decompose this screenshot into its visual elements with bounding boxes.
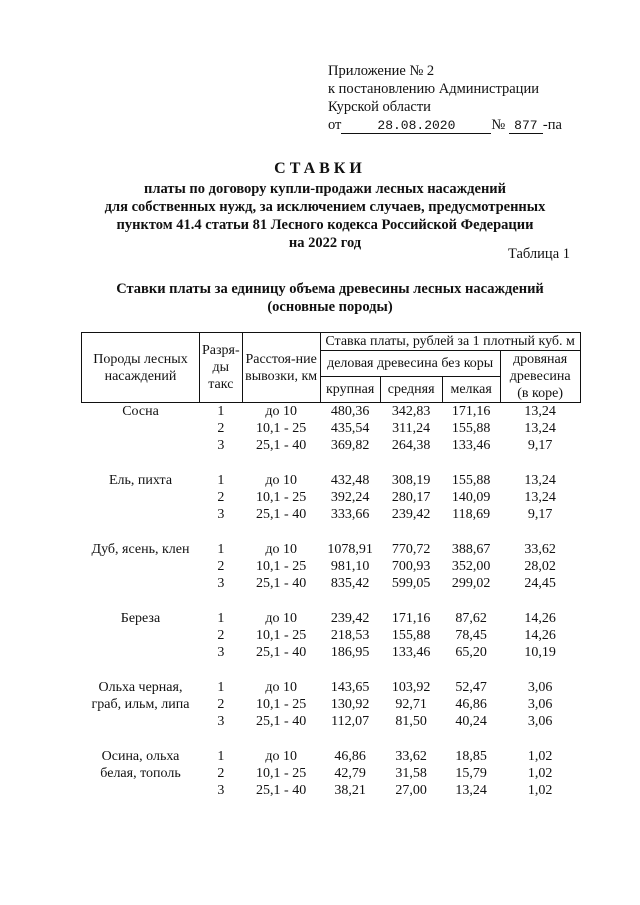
small-rate-cell: 155,88: [451, 421, 491, 436]
table-title: [60, 280, 600, 316]
small-rate-cell: 352,00: [451, 559, 491, 574]
large-rate-cell: 46,86: [334, 749, 366, 764]
grade-cell: 3: [217, 576, 225, 591]
distance-cell: до 10: [265, 749, 297, 764]
grade-cell: 3: [217, 783, 225, 798]
table-row: [82, 420, 581, 437]
medium-rate-cell: 308,19: [391, 473, 431, 488]
grade-cell: 3: [217, 645, 225, 660]
small-rate-cell: 133,46: [451, 438, 491, 453]
grade-cell: 1: [217, 749, 225, 764]
large-rate-cell: 333,66: [330, 507, 370, 522]
firewood-rate-cell: 9,17: [527, 507, 553, 522]
grade-cell: 3: [217, 714, 225, 729]
medium-rate-cell: 31,58: [395, 766, 427, 781]
grade-cell: 3: [217, 438, 225, 453]
large-rate-cell: 239,42: [330, 611, 370, 626]
small-rate-cell: 13,24: [455, 783, 487, 798]
document-subtitle: [60, 180, 590, 252]
firewood-rate-cell: 14,26: [524, 611, 556, 626]
medium-rate-cell: 700,93: [391, 559, 431, 574]
distance-cell: 25,1 - 40: [256, 714, 307, 729]
medium-rate-cell: 342,83: [391, 404, 431, 419]
distance-cell: до 10: [265, 680, 297, 695]
table-row: [82, 489, 581, 506]
distance-cell: до 10: [265, 611, 297, 626]
distance-cell: 25,1 - 40: [256, 507, 307, 522]
table-row: [82, 575, 581, 592]
distance-cell: до 10: [265, 473, 297, 488]
small-rate-cell: 299,02: [451, 576, 491, 591]
table-row: [82, 748, 581, 765]
species-cell: Ель, пихта: [108, 473, 173, 488]
large-rate-cell: 369,82: [330, 438, 370, 453]
species-cell: Береза: [120, 611, 161, 626]
medium-rate-cell: 27,00: [395, 783, 427, 798]
appendix-line-1: Приложение № 2: [328, 63, 435, 79]
table-row: [82, 765, 581, 782]
distance-cell: 10,1 - 25: [256, 559, 307, 574]
small-rate-cell: 15,79: [455, 766, 487, 781]
medium-rate-cell: 103,92: [391, 680, 431, 695]
from-label: от: [328, 117, 342, 133]
species-cell: Ольха черная,: [98, 680, 183, 695]
distance-cell: 10,1 - 25: [256, 421, 307, 436]
firewood-rate-cell: 33,62: [524, 542, 556, 557]
table-row: [82, 541, 581, 558]
table-number: Таблица 1: [507, 246, 570, 262]
header-species: Породы лесных насаждений: [82, 333, 200, 403]
group-spacer: [82, 661, 581, 679]
firewood-rate-cell: 24,45: [524, 576, 556, 591]
firewood-rate-cell: 10,19: [524, 645, 556, 660]
distance-cell: 25,1 - 40: [256, 576, 307, 591]
grade-cell: 1: [217, 542, 225, 557]
subtitle-line-4: на 2022 год: [288, 235, 362, 251]
firewood-rate-cell: 1,02: [527, 749, 553, 764]
firewood-rate-cell: 3,06: [527, 697, 553, 712]
table-title-line-1: Ставки платы за единицу объема древесины лесных насаждений: [116, 281, 544, 297]
subtitle-line-2: для собственных нужд, за исключением случаев, предусмотренных: [104, 199, 546, 215]
grade-cell: 2: [217, 490, 225, 505]
firewood-rate-cell: 9,17: [527, 438, 553, 453]
large-rate-cell: 130,92: [330, 697, 370, 712]
medium-rate-cell: 171,16: [391, 611, 431, 626]
header-medium: средняя: [380, 377, 442, 403]
decree-date: 28.08.2020: [341, 119, 491, 134]
species-cell: [82, 782, 200, 799]
document-title: СТАВКИ: [274, 160, 366, 177]
table-row: [82, 472, 581, 489]
distance-cell: 25,1 - 40: [256, 783, 307, 798]
large-rate-cell: 480,36: [330, 404, 370, 419]
header-grade: Разря-ды такс: [200, 333, 243, 403]
medium-rate-cell: 133,46: [391, 645, 431, 660]
small-rate-cell: 171,16: [451, 404, 491, 419]
large-rate-cell: 432,48: [330, 473, 370, 488]
species-cell: [82, 627, 200, 644]
table-row: [82, 696, 581, 713]
large-rate-cell: 143,65: [330, 680, 370, 695]
table-row: [82, 610, 581, 627]
small-rate-cell: 140,09: [451, 490, 491, 505]
distance-cell: до 10: [265, 404, 297, 419]
appendix-line-2: к постановлению Администрации: [328, 81, 539, 97]
distance-cell: 10,1 - 25: [256, 628, 307, 643]
small-rate-cell: 78,45: [455, 628, 487, 643]
small-rate-cell: 388,67: [451, 542, 491, 557]
table-row: [82, 506, 581, 523]
small-rate-cell: 40,24: [455, 714, 487, 729]
large-rate-cell: 42,79: [334, 766, 366, 781]
header-rate: Ставка платы, рублей за 1 плотный куб. м: [320, 333, 580, 351]
appendix-date-line: [328, 116, 628, 134]
firewood-rate-cell: 14,26: [524, 628, 556, 643]
large-rate-cell: 835,42: [330, 576, 370, 591]
large-rate-cell: 392,24: [330, 490, 370, 505]
header-small: мелкая: [442, 377, 500, 403]
medium-rate-cell: 311,24: [392, 421, 431, 436]
header-business-wood: деловая древесина без коры: [320, 351, 500, 377]
species-cell: [82, 575, 200, 592]
medium-rate-cell: 155,88: [391, 628, 431, 643]
distance-cell: 10,1 - 25: [256, 766, 307, 781]
species-cell: Дуб, ясень, клен: [91, 542, 190, 557]
medium-rate-cell: 280,17: [391, 490, 431, 505]
distance-cell: 25,1 - 40: [256, 645, 307, 660]
header-large: крупная: [320, 377, 380, 403]
grade-cell: 2: [217, 766, 225, 781]
table-row: [82, 713, 581, 730]
table-row: [82, 782, 581, 799]
large-rate-cell: 218,53: [330, 628, 370, 643]
firewood-rate-cell: 28,02: [524, 559, 556, 574]
species-cell: белая, тополь: [100, 766, 181, 781]
subtitle-line-1: платы по договору купли-продажи лесных насаждений: [143, 181, 507, 197]
species-cell: [82, 644, 200, 661]
species-cell: [82, 558, 200, 575]
distance-cell: до 10: [265, 542, 297, 557]
grade-cell: 1: [217, 404, 225, 419]
table-title-line-2: (основные породы): [267, 299, 393, 315]
species-cell: граб, ильм, липа: [91, 697, 190, 712]
grade-cell: 1: [217, 611, 225, 626]
firewood-rate-cell: 3,06: [527, 680, 553, 695]
large-rate-cell: 435,54: [330, 421, 370, 436]
firewood-rate-cell: 3,06: [527, 714, 553, 729]
large-rate-cell: 186,95: [330, 645, 370, 660]
grade-cell: 2: [217, 421, 225, 436]
number-suffix: -па: [542, 117, 562, 133]
large-rate-cell: 981,10: [330, 559, 370, 574]
firewood-rate-cell: 13,24: [524, 404, 556, 419]
header-firewood: дровяная древесина (в коре): [500, 351, 580, 403]
grade-cell: 2: [217, 628, 225, 643]
species-cell: [82, 437, 200, 454]
number-label: №: [491, 117, 506, 133]
species-cell: [82, 489, 200, 506]
firewood-rate-cell: 13,24: [524, 490, 556, 505]
table-row: [82, 437, 581, 454]
table-row: [82, 558, 581, 575]
species-cell: [82, 420, 200, 437]
distance-cell: 25,1 - 40: [256, 438, 307, 453]
header-distance: Расстоя-ние вывозки, км: [242, 333, 320, 403]
decree-number: 877: [509, 119, 543, 134]
group-spacer: [82, 454, 581, 472]
subtitle-line-3: пунктом 41.4 статьи 81 Лесного кодекса Российской Федерации: [116, 217, 534, 233]
table-row: [82, 644, 581, 661]
small-rate-cell: 46,86: [455, 697, 487, 712]
small-rate-cell: 87,62: [455, 611, 487, 626]
group-spacer: [82, 523, 581, 541]
distance-cell: 10,1 - 25: [256, 697, 307, 712]
group-spacer: [82, 730, 581, 748]
grade-cell: 1: [217, 680, 225, 695]
species-cell: [82, 506, 200, 523]
distance-cell: 10,1 - 25: [256, 490, 307, 505]
grade-cell: 3: [217, 507, 225, 522]
small-rate-cell: 52,47: [455, 680, 487, 695]
species-cell: Осина, ольха: [101, 749, 180, 764]
firewood-rate-cell: 1,02: [527, 783, 553, 798]
large-rate-cell: 38,21: [334, 783, 366, 798]
medium-rate-cell: 770,72: [391, 542, 431, 557]
large-rate-cell: 1078,91: [327, 542, 373, 557]
small-rate-cell: 65,20: [455, 645, 487, 660]
small-rate-cell: 155,88: [451, 473, 491, 488]
medium-rate-cell: 92,71: [395, 697, 427, 712]
large-rate-cell: 112,07: [331, 714, 370, 729]
medium-rate-cell: 81,50: [395, 714, 427, 729]
rates-body: [82, 403, 581, 800]
firewood-rate-cell: 13,24: [524, 473, 556, 488]
small-rate-cell: 118,69: [452, 507, 491, 522]
species-cell: [82, 713, 200, 730]
grade-cell: 2: [217, 559, 225, 574]
appendix-line-3: Курской области: [328, 99, 431, 115]
small-rate-cell: 18,85: [455, 749, 487, 764]
table-row: [82, 403, 581, 421]
species-cell: Сосна: [122, 404, 159, 419]
medium-rate-cell: 33,62: [395, 749, 427, 764]
medium-rate-cell: 264,38: [391, 438, 431, 453]
grade-cell: 1: [217, 473, 225, 488]
firewood-rate-cell: 13,24: [524, 421, 556, 436]
firewood-rate-cell: 1,02: [527, 766, 553, 781]
medium-rate-cell: 239,42: [391, 507, 431, 522]
table-row: [82, 679, 581, 696]
medium-rate-cell: 599,05: [391, 576, 431, 591]
table-row: [82, 627, 581, 644]
group-spacer: [82, 592, 581, 610]
rates-table: [81, 332, 581, 799]
appendix-block: [328, 62, 628, 134]
grade-cell: 2: [217, 697, 225, 712]
